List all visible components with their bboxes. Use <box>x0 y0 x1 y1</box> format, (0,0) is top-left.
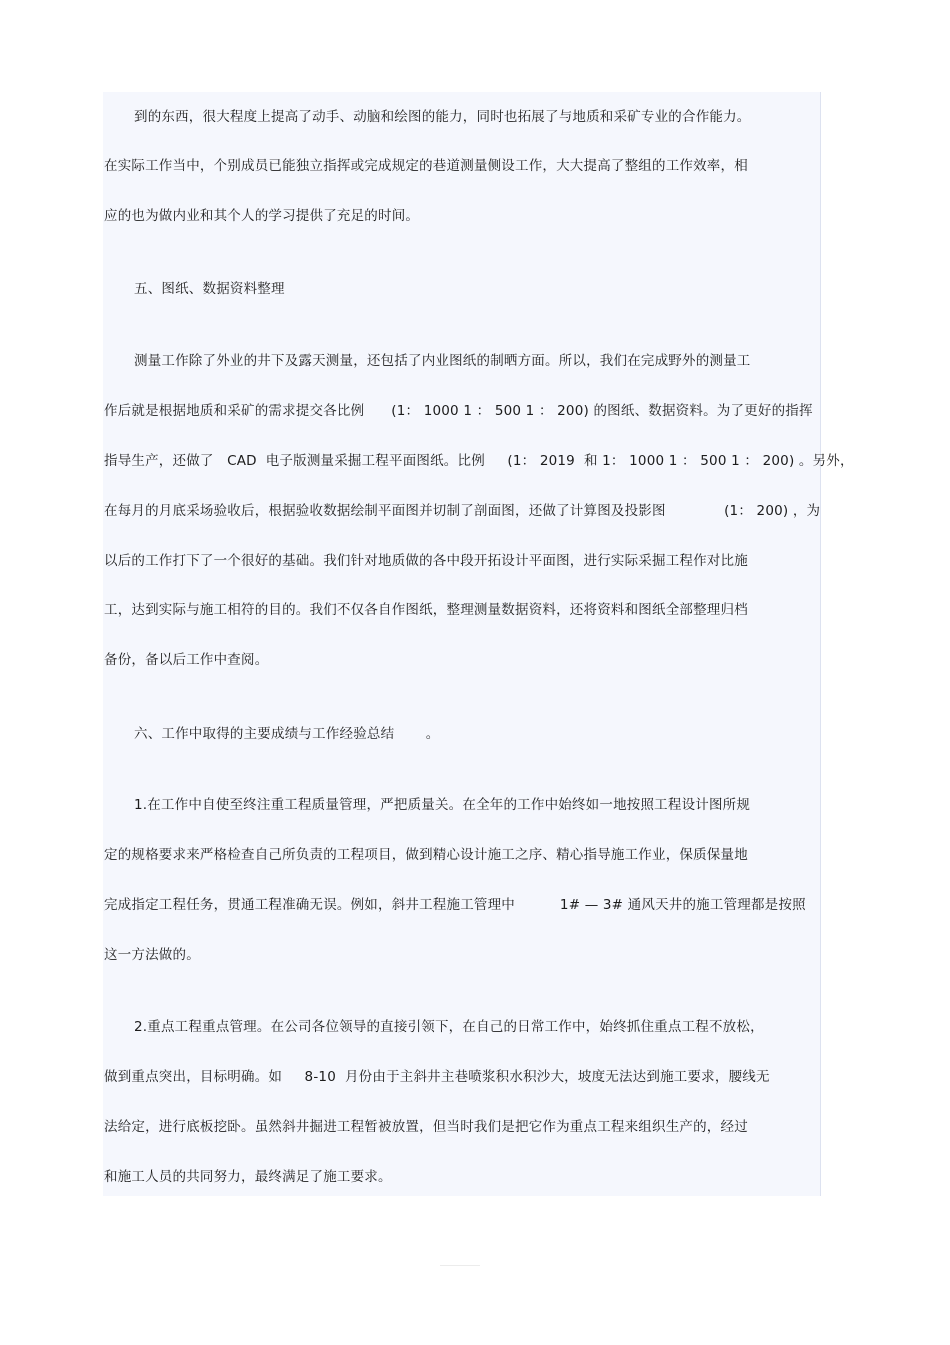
body-text-line: 完成指定工程任务，贯通工程准确无误。例如，斜井工程施工管理中 1# — 3# 通风天井的施工管理都是按照 <box>104 897 806 913</box>
body-text-line: 法给定，进行底板挖卧。虽然斜井掘进工程暂被放置，但当时我们是把它作为重点工程来组织生产的，经过 <box>104 1119 748 1135</box>
body-text-line: 1.在工作中自使至终注重工程质量管理，严把质量关。在全年的工作中始终如一地按照工程设计图所规 <box>134 797 751 813</box>
body-text-line: 测量工作除了外业的井下及露天测量，还包括了内业图纸的制晒方面。所以，我们在完成野外的测量工 <box>134 353 751 369</box>
body-text-line: 指导生产，还做了 CAD 电子版测量采掘工程平面图纸。比例 (1： 2019 和 1： 1000 1 ： 500 1 ： 200) 。另外， <box>104 453 854 469</box>
body-text-line: 应的也为做内业和其个人的学习提供了充足的时间。 <box>104 208 420 224</box>
body-text-line: 以后的工作打下了一个很好的基础。我们针对地质做的各中段开拓设计平面图，进行实际采掘工程作对比施 <box>104 553 748 569</box>
body-text-line: 在每月的月底采场验收后，根据验收数据绘制平面图并切制了剖面图，还做了计算图及投影图 (1： 200) ，为 <box>104 503 821 519</box>
body-text-line: 工，达到实际与施工相符的目的。我们不仅各自作图纸，整理测量数据资料，还将资料和图纸全部整理归档 <box>104 602 748 618</box>
page-footer-mark <box>440 1265 480 1266</box>
body-text-line: 2.重点工程重点管理。在公司各位领导的直接引领下，在自己的日常工作中，始终抓住重点工程不放松， <box>134 1019 764 1035</box>
body-text-line: 做到重点突出，目标明确。如 8-10 月份由于主斜井主巷喷浆积水积沙大，坡度无法达到施工要求，腰线无 <box>104 1069 770 1085</box>
section-heading: 六、工作中取得的主要成绩与工作经验总结 。 <box>134 726 440 742</box>
body-text-line: 在实际工作当中，个别成员已能独立指挥或完成规定的巷道测量侧设工作，大大提高了整组的工作效率，相 <box>104 158 748 174</box>
section-heading: 五、图纸、数据资料整理 <box>134 281 285 297</box>
body-text-line: 定的规格要求来严格检查自己所负责的工程项目，做到精心设计施工之序、精心指导施工作业，保质保量地 <box>104 847 748 863</box>
body-text-line: 和施工人员的共同努力，最终满足了施工要求。 <box>104 1169 392 1185</box>
body-text-line: 到的东西，很大程度上提高了动手、动脑和绘图的能力，同时也拓展了与地质和采矿专业的合作能力。 <box>134 109 751 125</box>
body-text-line: 作后就是根据地质和采矿的需求提交各比例 (1： 1000 1 ： 500 1 ： 200) 的图纸、数据资料。为了更好的指挥 <box>104 403 813 419</box>
body-text-line: 备份，备以后工作中查阅。 <box>104 652 269 668</box>
body-text-line: 这一方法做的。 <box>104 947 200 963</box>
